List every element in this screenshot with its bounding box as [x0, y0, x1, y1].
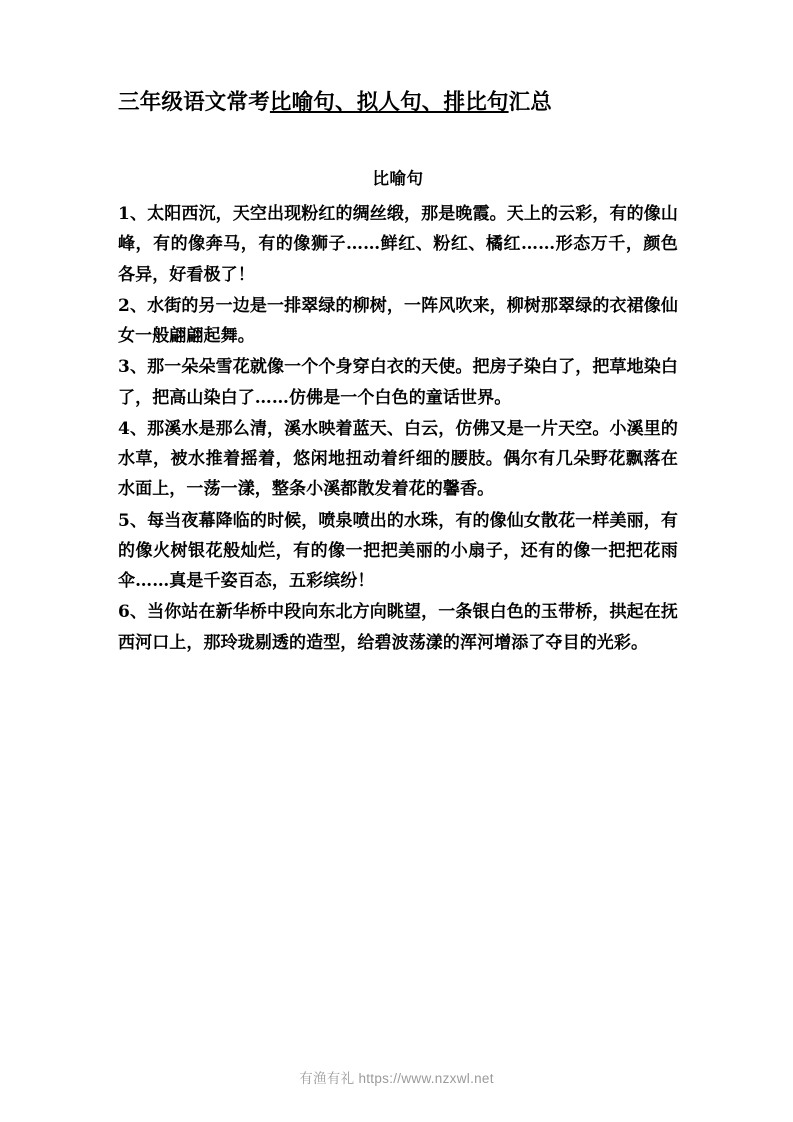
paragraph-5: 5、每当夜幕降临的时候，喷泉喷出的水珠，有的像仙女散花一样美丽，有的像火树银花般灿烂，有的像一把把美丽的小扇子，还有的像一把把花雨伞……真是千姿百态，五彩缤纷！	[118, 510, 678, 592]
section-heading: 比喻句	[372, 169, 424, 189]
title-part-plain-suffix: 汇总	[508, 90, 553, 115]
paragraph-3: 3、那一朵朵雪花就像一个个身穿白衣的天使。把房子染白了，把草地染白了，把高山染白了……仿佛是一个白色的童话世界。	[118, 357, 678, 408]
paragraph-2: 2、水街的另一边是一排翠绿的柳树，一阵风吹来，柳树那翠绿的衣裙像仙女一般翩翩起舞。	[118, 295, 678, 347]
paragraph-6: 6、当你站在新华桥中段向东北方向眺望，一条银白色的玉带桥，拱起在抚西河口上，那玲珑剔透的造型，给碧波荡漾的浑河增添了夺目的光彩。	[118, 602, 678, 653]
title-part-underlined: 比喻句、拟人句、排比句	[269, 90, 509, 115]
page-title	[118, 88, 678, 117]
paragraph-4: 4、那溪水是那么清，溪水映着蓝天、白云，仿佛又是一片天空。小溪里的水草，被水推着摇着，悠闲地扭动着纤细的腰肢。偶尔有几朵野花飘落在水面上，一荡一漾，整条小溪都散发着花的馨香。	[118, 418, 678, 500]
document-body	[118, 88, 678, 659]
paragraph-1: 1、太阳西沉，天空出现粉红的绸丝缎，那是晚霞。天上的云彩，有的像山峰，有的像奔马，有的像狮子……鲜红、粉红、橘红……形态万千，颜色各异，好看极了！	[118, 204, 678, 285]
title-part-plain-prefix: 三年级语文常考	[118, 90, 270, 115]
footer-watermark: 有渔有礼 https://www.nzxwl.net	[299, 1071, 494, 1086]
